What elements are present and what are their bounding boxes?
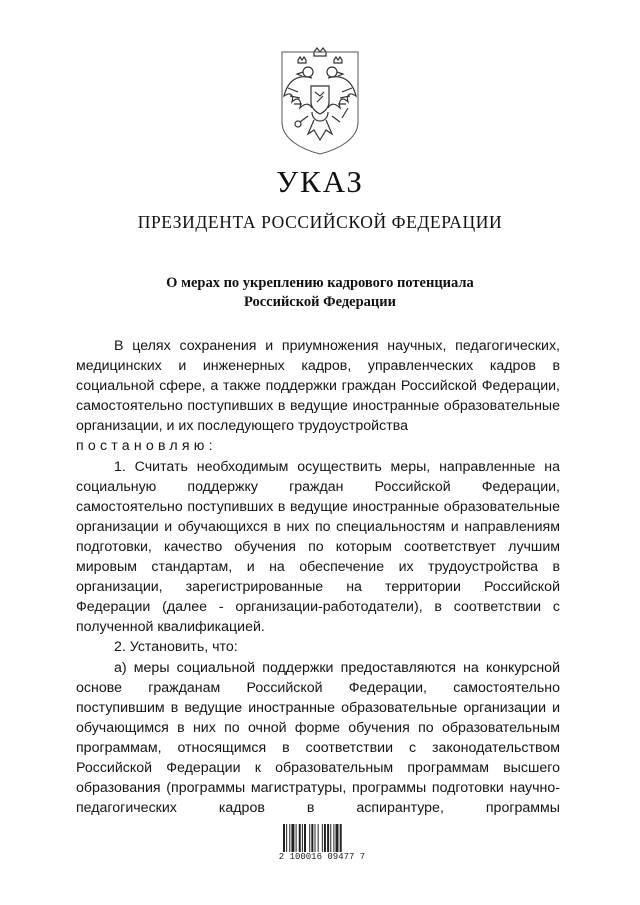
preamble-paragraph: В целях сохранения и приумножения научных, педагогических, медицинских и инженерных кадров, управленческих кадров в социальной сфере, а также поддержки граждан Российской Федерации, самостоятельно поступивших в ведущие иностранные образовательные организации, и их последующего трудоустройства: [76, 338, 560, 435]
barcode-bar: [322, 824, 323, 852]
barcode-bar: [333, 824, 334, 852]
item-2-paragraph: 2. Установить, что:: [114, 639, 238, 656]
document-title-line-1: О мерах по укреплению кадрового потенциала: [166, 275, 474, 291]
decree-word: постановляю:: [76, 438, 217, 455]
barcode-bar: [286, 824, 287, 852]
barcode-bar: [296, 824, 297, 852]
barcode-icon: [283, 820, 357, 854]
barcode-bar: [318, 824, 319, 852]
barcode-number: 2 100016 09477 7: [278, 852, 366, 862]
barcode-bar: [291, 824, 294, 852]
barcode-bar: [324, 824, 326, 852]
decree-heading: УКАЗ: [276, 164, 364, 199]
barcode-bar: [299, 824, 301, 852]
barcode-bar: [302, 824, 303, 852]
item-2a-paragraph: а) меры социальной поддержки предоставляются на конкурсной основе гражданам Российской Федерации, самостоятельно поступившим в ведущие иностранные образовательные организации и обучающимся в них по очной форме обучения по образовательным программам, относящимся в соответствии с законодательством Российской Федерации к образовательным программам высшего образования (программы магистратуры, программы подготовки научно-педагогических кадров в аспирантуре, программы: [76, 659, 560, 817]
barcode-bar: [283, 824, 285, 852]
barcode-bar: [311, 824, 313, 852]
barcode-bar: [336, 824, 339, 852]
document-body: [76, 336, 560, 818]
issuer-heading: ПРЕЗИДЕНТА РОССИЙСКОЙ ФЕДЕРАЦИИ: [137, 212, 503, 232]
barcode-bar: [340, 824, 342, 852]
barcode-bar: [304, 824, 306, 852]
barcode-bar: [309, 824, 310, 852]
barcode-bar: [330, 824, 331, 852]
barcode-bar: [289, 824, 290, 852]
document-title-line-2: Российской Федерации: [243, 294, 396, 310]
barcode-bar: [315, 824, 316, 852]
document-title: [0, 274, 640, 312]
coat-of-arms-icon: [278, 46, 362, 156]
item-1-paragraph: 1. Считать необходимым осуществить меры, направленные на социальную поддержку граждан Российской Федерации, самостоятельно поступивших в ведущие иностранные образовательные организации и обучающихся в них по специальностям и направлениям подготовки, качество обучения по которым соответствует лучшим мировым стандартам, и на обеспечение их трудоустройства в организации, зарегистрированные на территории Российской Федерации (далее - организации-работодатели), в соответствии с полученной квалификацией.: [76, 458, 560, 636]
barcode-bar: [327, 824, 329, 852]
